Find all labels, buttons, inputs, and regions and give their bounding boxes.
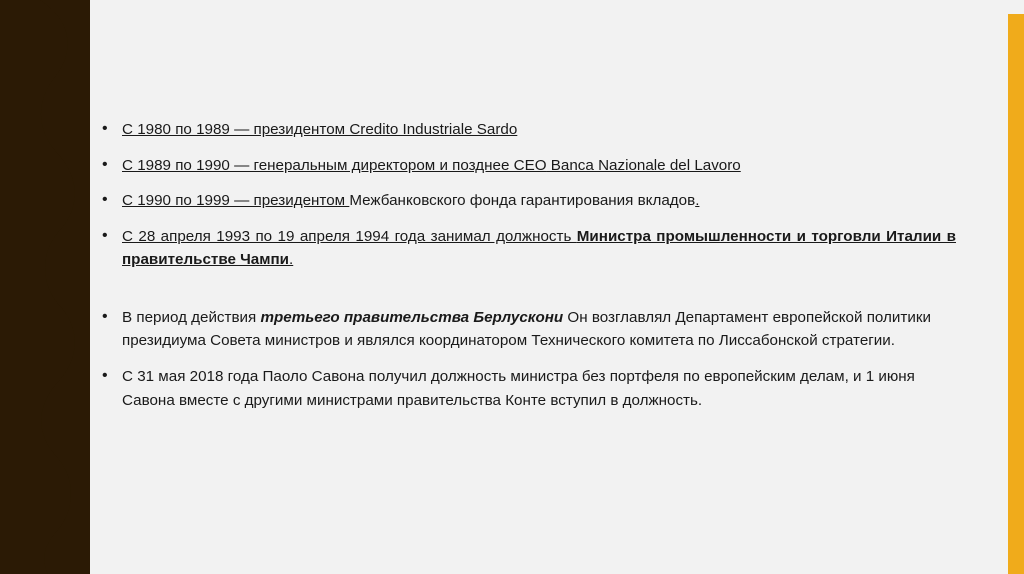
bullet-text: С 1989 по 1990 — генеральным директором и позднее CEO [122, 156, 547, 174]
list-item [96, 306, 956, 353]
right-accent-bar [1008, 0, 1024, 574]
wave-edge-decoration [40, 0, 100, 574]
bullet-text: С 31 мая 2018 года Паоло Савона получил должность министра без портфеля по европейским делам, и 1 июня Савона вместе с другими министрами правительства Конте вступил в должность. [122, 367, 915, 409]
slide-body [96, 118, 956, 424]
bullet-text: С 28 апреля 1993 по 19 апреля 1994 года занимал должность [122, 227, 577, 245]
bullet-text: С 1990 по 1999 — президентом [122, 192, 350, 210]
list-item [96, 118, 956, 142]
list-item [96, 365, 956, 412]
bullet-text-emphasis: Министра промышленности и торговли Италии в правительстве Чампи [122, 227, 956, 269]
bullet-text-plain: Межбанковского фонда гарантирования вкладов [349, 192, 696, 210]
bullet-text-link: Banca Nazionale del Lavoro [546, 156, 741, 174]
right-accent-bar-top-gap [1008, 0, 1024, 14]
bullet-list [96, 118, 956, 412]
list-item [96, 225, 956, 272]
bullet-text-rest: Он возглавлял Департамент европейской политики президиума Совета министров и являлся координатором Технического комитета по Лиссабонской стратегии. [122, 308, 931, 350]
bullet-text: С 1980 по 1989 — президентом Credito Industriale Sardo [122, 121, 518, 138]
list-item [96, 154, 956, 178]
bullet-text-period: . [695, 192, 700, 210]
bullet-text-period: . [289, 251, 294, 269]
list-item [96, 189, 956, 213]
bullet-text: В период действия [122, 308, 261, 326]
bullet-text-emphasis: третьего правительства Берлускони [260, 308, 564, 326]
